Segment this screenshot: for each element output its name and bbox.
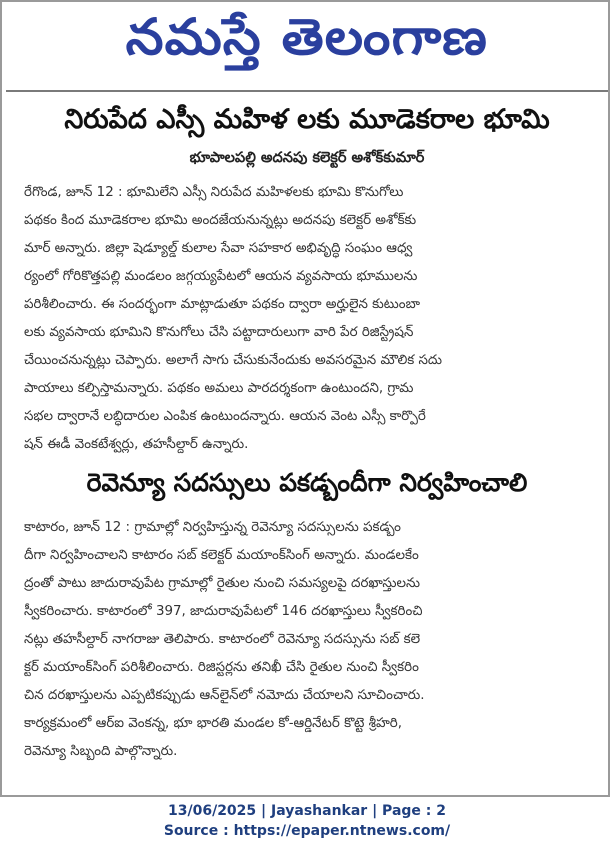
article2-headline: రెవెన్యూ సదస్సులు పకడ్బందీగా నిర్వహించాలి	[86, 468, 528, 497]
footer-dateline: 13/06/2025 | Jayashankar | Page : 2	[168, 803, 446, 819]
article1-line: పాయాలు కల్పిస్తామన్నారు. పథకం అమలు పారదర్శకంగా ఉంటుందని, గ్రామ	[24, 381, 414, 396]
article2-line: కార్యక్రమంలో ఆర్ఐ వెంకన్న, భూ భారతి మండల కో-ఆర్డినేటర్ కొట్టె శ్రీహరి,	[24, 716, 402, 731]
article1-line: లకు వ్యవసాయ భూమిని కొనుగోలు చేసి పట్టాదారులుగా వారి పేర రిజిస్ట్రేషన్	[24, 325, 414, 340]
article1-subhead: భూపాలపల్లి అదనపు కలెక్టర్ అశోక్‌కుమార్	[189, 150, 425, 166]
article1-line: రేగొండ, జూన్ 12 : భూమిలేని ఎస్సీ నిరుపేద మహిళలకు భూమి కొనుగోలు	[24, 185, 404, 200]
article2-line: నట్లు తహసీల్దార్ నాగరాజు తెలిపారు. కాటారంలో రెవెన్యూ సదస్సును సబ్ కలె	[24, 632, 421, 647]
article1-line: సభల ద్వారానే లబ్ధిదారుల ఎంపిక ఉంటుందన్నారు. ఆయన వెంట ఎస్సీ కార్పొరే	[24, 409, 426, 424]
article2-line: దీగా నిర్వహించాలని కాటారం సబ్ కలెక్టర్ మయాంక్‌సింగ్ అన్నారు. మండలకేం	[24, 548, 419, 563]
masthead-rule	[6, 90, 608, 92]
article1-line: పరిశీలించారు. ఈ సందర్భంగా మాట్లాడుతూ పథకం ద్వారా అర్హులైన కుటుంబా	[24, 297, 420, 312]
article1-line: పథకం కింద మూడెకరాల భూమి అందజేయనున్నట్లు అదనపు కలెక్టర్ అశోక్‌కు	[24, 213, 417, 228]
article2-line: స్వీకరించారు. కాటారంలో 397, జాదురావుపేటలో 146 దరఖాస్తులు స్వీకరించి	[24, 604, 423, 619]
article1-line: మార్ అన్నారు. జిల్లా షెడ్యూల్డ్ కులాల సేవా సహకార అభివృద్ధి సంఘం ఆధ్వ	[24, 241, 413, 256]
footer-source: Source : https://epaper.ntnews.com/	[163, 823, 451, 839]
article1-line: షన్ ఈడీ వెంకటేశ్వర్లు, తహసీల్దార్ ఉన్నారు.	[24, 437, 249, 452]
masthead-logo: నమస్తే తెలంగాణ	[125, 7, 489, 66]
masthead	[0, 4, 614, 82]
article2-line: చిన దరఖాస్తులను ఎప్పటికప్పుడు ఆన్‌లైన్‌లో నమోదు చేయాలని సూచించారు.	[24, 688, 425, 703]
article1-line: ర్యంలో గోరికొత్తపల్లి మండలం జగ్గయ్యపేటలో ఆయన వ్యవసాయ భూములను	[24, 269, 418, 284]
article2-body	[24, 514, 590, 766]
article1-body	[24, 179, 590, 459]
article1-line: చేయించనున్నట్లు చెప్పారు. అలాగే సాగు చేసుకునేందుకు అవసరమైన మౌలిక సదు	[24, 353, 442, 368]
article2-line: రెవెన్యూ సిబ్బంది పాల్గొన్నారు.	[24, 744, 178, 759]
article2-line: ద్రంతో పాటు జాదురావుపేట గ్రామాల్లో రైతుల నుంచి సమస్యలపై దరఖాస్తులను	[24, 576, 420, 591]
article2-line: క్టర్ మయాంక్‌సింగ్ పరిశీలించారు. రిజిస్టర్లను తనిఖీ చేసి రైతుల నుంచి స్వీకరిం	[24, 660, 419, 675]
article2-line: కాటారం, జూన్ 12 : గ్రామాల్లో నిర్వహిస్తున్న రెవెన్యూ సదస్సులను పకడ్బం	[24, 520, 401, 535]
article1-headline: నిరుపేద ఎస్సీ మహిళ లకు మూడెకరాల భూమి	[64, 104, 550, 135]
